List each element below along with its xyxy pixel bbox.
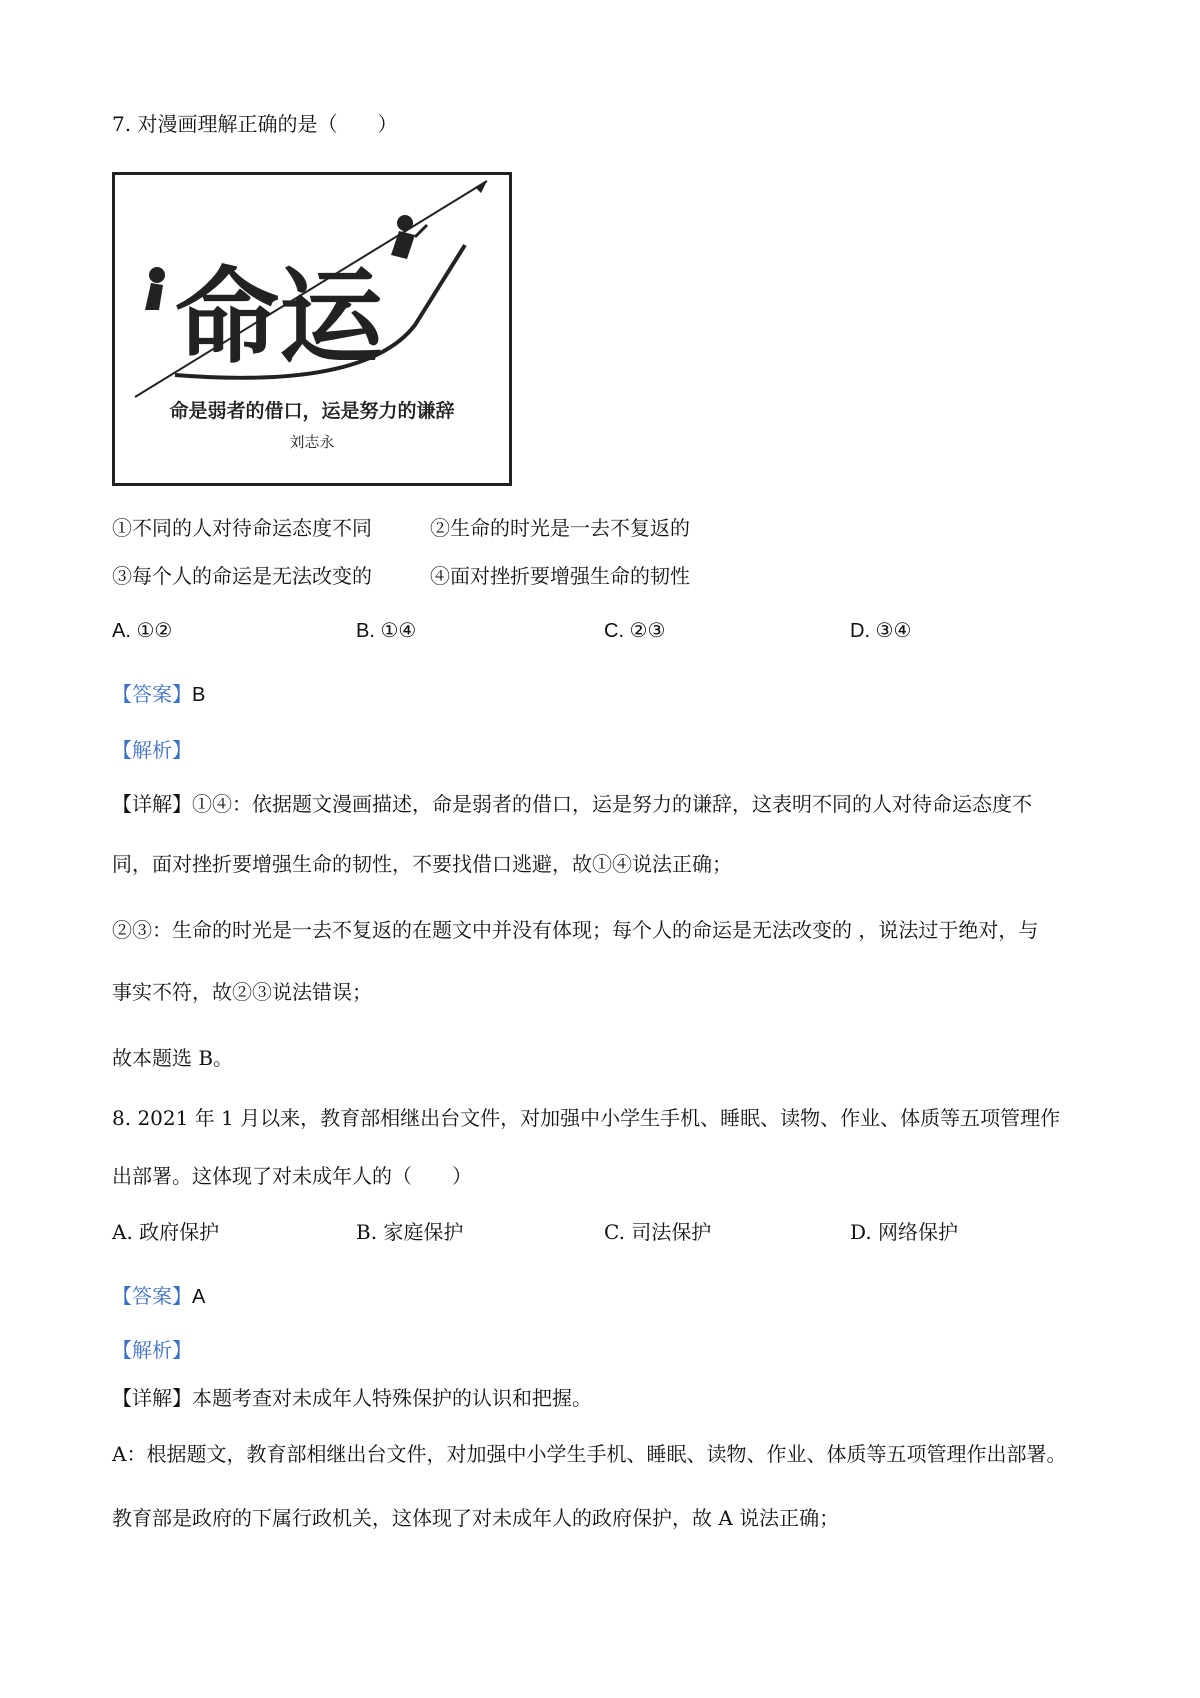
cartoon-author: 刘志永: [289, 433, 335, 451]
q7-statement-2: ②生命的时光是一去不复返的: [430, 516, 690, 540]
q7-detail-line-5: 故本题选 B。: [112, 1046, 234, 1070]
q7-detail-line-2: 同，面对挫折要增强生命的韧性，不要找借口逃避，故①④说法正确；: [112, 852, 732, 876]
q8-stem-line-2: 出部署。这体现了对未成年人的（ ）: [112, 1164, 472, 1188]
q8-answer-value: A: [192, 1286, 206, 1308]
falling-figure-icon: [145, 267, 165, 310]
q8-answer-label: 【答案】: [112, 1284, 192, 1308]
q8-answer: [112, 1282, 205, 1311]
q8-detail-line-2: A：根据题文，教育部相继出台文件，对加强中小学生手机、睡眠、读物、作业、体质等五项管理作出部署。: [112, 1442, 1067, 1466]
q7-statement-1: ①不同的人对待命运态度不同: [112, 516, 372, 540]
q7-answer-value: B: [192, 684, 206, 706]
q8-option-c: C. 司法保护: [604, 1220, 712, 1244]
q8-option-b: B. 家庭保护: [356, 1220, 464, 1244]
q7-detail-line-3: ②③：生命的时光是一去不复返的在题文中并没有体现；每个人的命运是无法改变的 ，说法过于绝对，与: [112, 918, 1039, 942]
q7-option-b: B. ①④: [356, 620, 417, 642]
q7-statement-3: ③每个人的命运是无法改变的: [112, 564, 372, 588]
cartoon-big-text: 命运: [175, 256, 384, 378]
q7-detail-line-4: 事实不符，故②③说法错误；: [112, 980, 372, 1004]
cartoon-image: [112, 172, 512, 486]
q7-detail-line-1: 【详解】①④：依据题文漫画描述，命是弱者的借口，运是努力的谦辞，这表明不同的人对待命运态度不: [112, 792, 1032, 816]
q8-analysis-label: 【解析】: [112, 1338, 192, 1362]
q8-detail-line-1: 【详解】本题考查对未成年人特殊保护的认识和把握。: [112, 1386, 592, 1410]
q8-detail-line-3: 教育部是政府的下属行政机关，这体现了对未成年人的政府保护，故 A 说法正确；: [112, 1506, 840, 1530]
cartoon-caption: 命是弱者的借口，运是努力的谦辞: [169, 400, 455, 422]
q7-option-d: D. ③④: [850, 620, 912, 642]
q7-stem: 7. 对漫画理解正确的是（ ）: [112, 112, 398, 136]
q7-option-c: C. ②③: [604, 620, 666, 642]
q8-option-a: A. 政府保护: [112, 1220, 220, 1244]
q7-answer-label: 【答案】: [112, 682, 192, 706]
q8-option-d: D. 网络保护: [850, 1220, 959, 1244]
q7-answer: [112, 680, 205, 709]
q7-option-a: A. ①②: [112, 620, 173, 642]
cartoon-drawing: [115, 175, 509, 483]
q7-statement-4: ④面对挫折要增强生命的韧性: [430, 564, 690, 588]
q8-stem-line-1: 8. 2021 年 1 月以来，教育部相继出台文件，对加强中小学生手机、睡眠、读物、作业、体质等五项管理作: [112, 1106, 1061, 1130]
q7-analysis-label: 【解析】: [112, 738, 192, 762]
